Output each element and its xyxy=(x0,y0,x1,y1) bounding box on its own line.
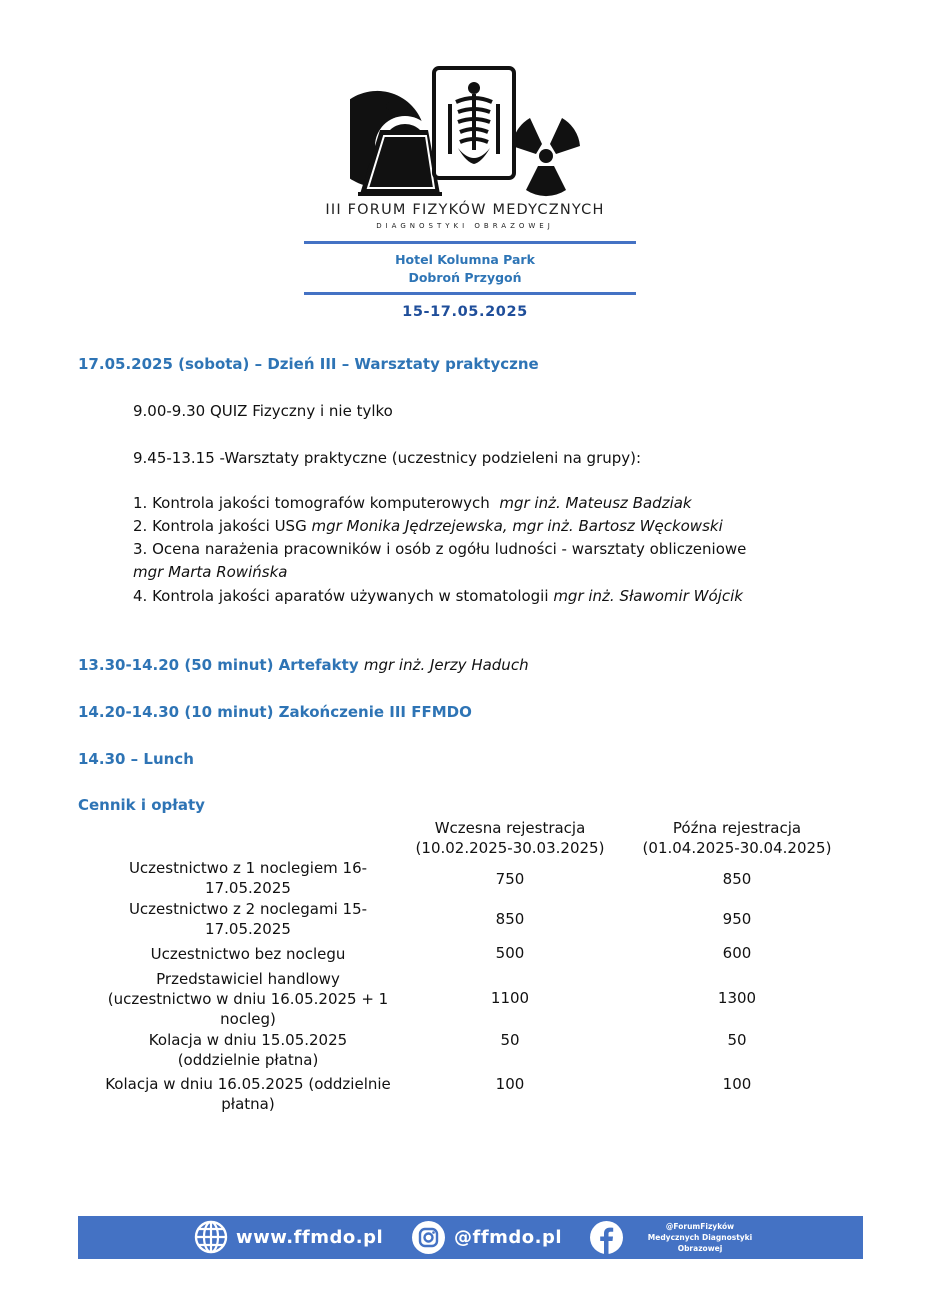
website-link[interactable]: www.ffmdo.pl xyxy=(236,1227,384,1248)
workshop-title: 1. Kontrola jakości tomografów komputerowych xyxy=(133,494,490,512)
row-label xyxy=(74,899,422,939)
row-label-line: Uczestnictwo z 2 noclegami 15- xyxy=(128,900,368,918)
venue-place: Dobroń Przygoń xyxy=(408,270,522,285)
workshop-item xyxy=(133,540,746,558)
event-dates: 15-17.05.2025 xyxy=(402,304,528,320)
forum-subtitle: DIAGNOSTYKI OBRAZOWEJ xyxy=(376,222,554,230)
price-early: 500 xyxy=(495,944,525,962)
workshop-item xyxy=(133,517,723,535)
facebook-handle-line: Obrazowej xyxy=(677,1244,723,1253)
row-label-line: Kolacja w dniu 15.05.2025 xyxy=(148,1031,348,1049)
session-artefakty xyxy=(78,656,529,674)
price-late: 950 xyxy=(722,910,752,928)
bottom-rule xyxy=(304,292,636,295)
row-label-line: (uczestnictwo w dniu 16.05.2025 + 1 xyxy=(107,990,389,1008)
row-label-line: (oddzielnie płatna) xyxy=(177,1051,319,1069)
facebook-handle-line: @ForumFizyków xyxy=(665,1222,735,1231)
workshop-item xyxy=(133,494,692,512)
row-label-line: Kolacja w dniu 16.05.2025 (oddzielnie xyxy=(105,1075,391,1093)
mri-scanner-icon xyxy=(350,91,442,196)
forum-title: III FORUM FIZYKÓW MEDYCZNYCH xyxy=(325,202,605,218)
workshop-speaker: mgr Monika Jędrzejewska, mgr inż. Bartosz Węckowski xyxy=(311,517,723,535)
globe-icon xyxy=(194,1220,228,1254)
price-early: 1100 xyxy=(490,989,530,1007)
session-title: 13.30-14.20 (50 minut) Artefakty xyxy=(78,656,359,674)
session-speaker: mgr inż. Jerzy Haduch xyxy=(363,656,529,674)
column-name: Późna rejestracja xyxy=(672,819,802,837)
row-label xyxy=(74,969,422,1029)
price-early: 850 xyxy=(495,910,525,928)
instagram-handle[interactable]: @ffmdo.pl xyxy=(454,1227,563,1248)
row-label-line: nocleg) xyxy=(220,1010,276,1028)
price-late: 600 xyxy=(722,944,752,962)
workshop-speaker: mgr inż. Mateusz Badziak xyxy=(499,494,692,512)
workshop-title: 3. Ocena narażenia pracowników i osób z ogółu ludności - warsztaty obliczeniowe xyxy=(133,540,747,558)
price-early: 100 xyxy=(495,1075,525,1093)
facebook-icon[interactable] xyxy=(590,1221,623,1254)
workshop-title: 4. Kontrola jakości aparatów używanych w stomatologii xyxy=(133,587,549,605)
venue-name: Hotel Kolumna Park xyxy=(395,252,535,267)
column-header-early xyxy=(390,818,630,858)
session-lunch: 14.30 – Lunch xyxy=(78,750,194,768)
footer-bar xyxy=(78,1216,863,1259)
workshop-speaker: mgr inż. Sławomir Wójcik xyxy=(553,587,743,605)
session-closing: 14.20-14.30 (10 minut) Zakończenie III FFMDO xyxy=(78,703,472,721)
row-label-line: płatna) xyxy=(221,1095,275,1113)
top-rule xyxy=(304,241,636,244)
facebook-handle[interactable] xyxy=(640,1221,760,1254)
program-item: 9.45-13.15 -Warsztaty praktyczne (uczestnicy podzieleni na grupy): xyxy=(133,449,642,467)
price-late: 50 xyxy=(727,1031,747,1049)
facebook-handle-line: Medycznych Diagnostyki xyxy=(647,1233,753,1242)
row-label-line: Przedstawiciel handlowy xyxy=(156,970,340,988)
instagram-icon[interactable] xyxy=(412,1221,445,1254)
row-label-line: Uczestnictwo bez noclegu xyxy=(150,945,346,963)
price-late: 100 xyxy=(722,1075,752,1093)
column-name: Wczesna rejestracja xyxy=(434,819,586,837)
price-early: 50 xyxy=(500,1031,520,1049)
xray-frame-icon xyxy=(434,68,514,178)
column-range: (01.04.2025-30.04.2025) xyxy=(642,839,832,857)
row-label xyxy=(74,858,422,898)
column-range: (10.02.2025-30.03.2025) xyxy=(415,839,605,857)
pricing-heading: Cennik i opłaty xyxy=(78,796,205,814)
row-label-line: 17.05.2025 xyxy=(205,920,291,938)
radiation-icon xyxy=(512,118,580,196)
column-header-late xyxy=(617,818,857,858)
row-label xyxy=(74,944,422,964)
program-item: 9.00-9.30 QUIZ Fizyczny i nie tylko xyxy=(133,402,393,420)
row-label-line: Uczestnictwo z 1 noclegiem 16- xyxy=(128,859,368,877)
workshop-speaker: mgr Marta Rowińska xyxy=(133,563,288,581)
ffmdo-logo xyxy=(350,64,590,204)
row-label-line: 17.05.2025 xyxy=(205,879,291,897)
workshop-title: 2. Kontrola jakości USG xyxy=(133,517,307,535)
row-label xyxy=(74,1030,422,1070)
price-early: 750 xyxy=(495,870,525,888)
workshop-item xyxy=(133,587,743,605)
price-late: 1300 xyxy=(717,989,757,1007)
price-late: 850 xyxy=(722,870,752,888)
day-heading: 17.05.2025 (sobota) – Dzień III – Warsztaty praktyczne xyxy=(78,355,539,373)
row-label xyxy=(74,1074,422,1114)
